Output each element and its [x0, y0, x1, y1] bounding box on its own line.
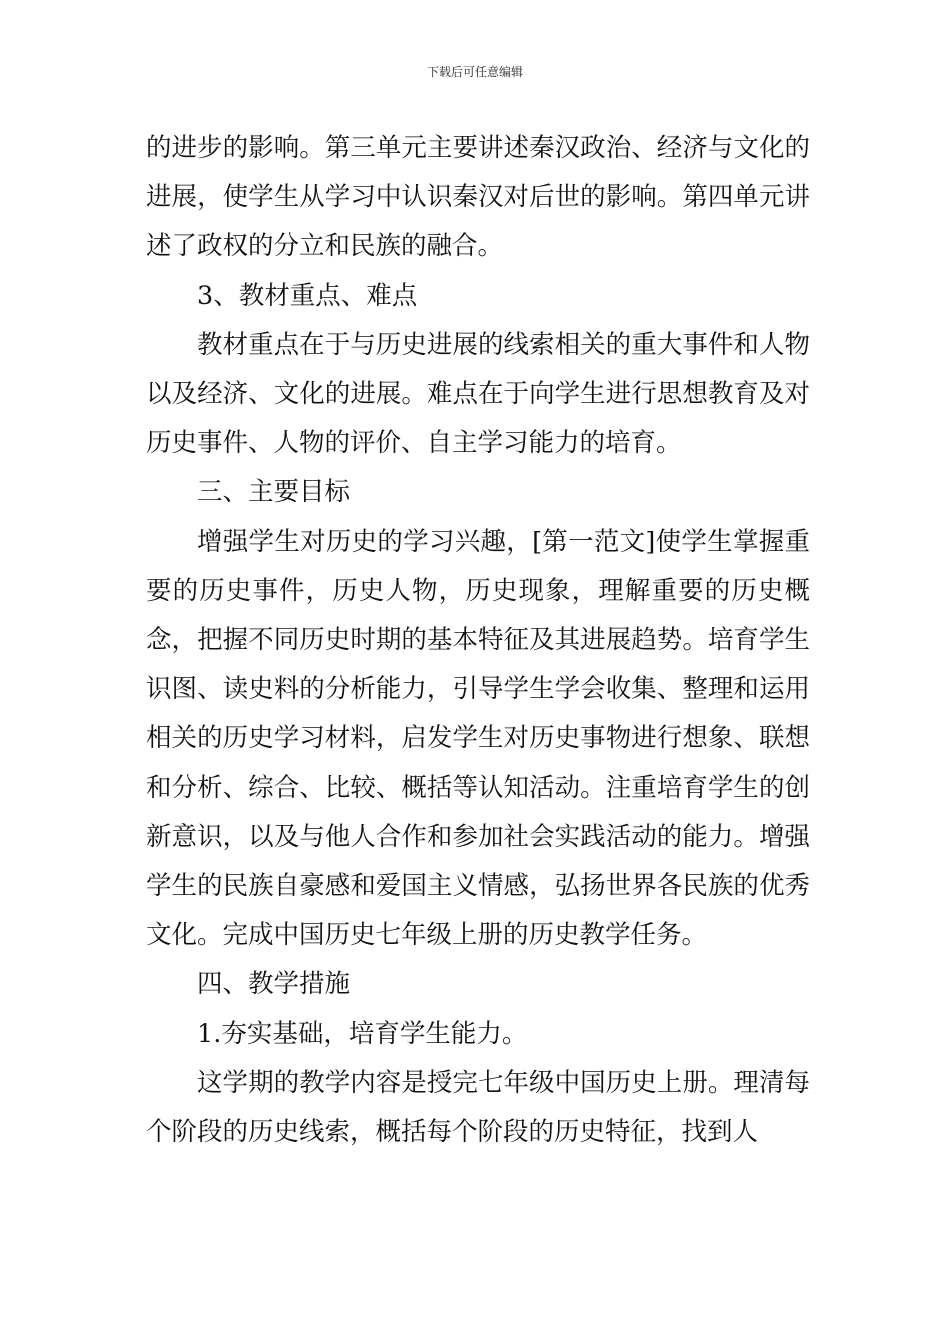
paragraph-key-difficult-points: 教材重点在于与历史进展的线索相关的重大事件和人物以及经济、文化的进展。难点在于向学生进行思想教育及对历史事件、人物的评价、自主学习能力的培育。: [146, 329, 810, 459]
paragraph-unit-overview: 的进步的影响。第三单元主要讲述秦汉政治、经济与文化的进展，使学生从学习中认识秦汉对后世的影响。第四单元讲述了政权的分立和民族的融合。: [146, 133, 810, 262]
document-body: [146, 124, 810, 1157]
paragraph-main-goals: 增强学生对历史的学习兴趣，[第一范文]使学生掌握重要的历史事件，历史人物，历史现象，理解重要的历史概念，把握不同历史时期的基本特征及其进展趋势。培育学生识图、读史料的分析能力，引导学生学会收集、整理和运用相关的历史学习材料，启发学生对历史事物进行想象、联想和分析、综合、比较、概括等认知活动。注重培育学生的创新意识，以及与他人合作和参加社会实践活动的能力。增强学生的民族自豪感和爱国主义情感，弘扬世界各民族的优秀文化。完成中国历史七年级上册的历史教学任务。: [146, 526, 810, 951]
subheading-foundation: 1.夯实基础，培育学生能力。: [197, 1018, 528, 1049]
heading-main-goals: 三、主要目标: [197, 477, 351, 508]
page-header: 下载后可任意编辑: [426, 65, 523, 79]
heading-teaching-measures: 四、教学措施: [197, 969, 351, 1000]
heading-key-difficult-points: 3、教材重点、难点: [197, 280, 418, 311]
paragraph-semester-content: 这学期的教学内容是授完七年级中国历史上册。理清每个阶段的历史线索，概括每个阶段的历史特征，找到人: [146, 1067, 810, 1148]
